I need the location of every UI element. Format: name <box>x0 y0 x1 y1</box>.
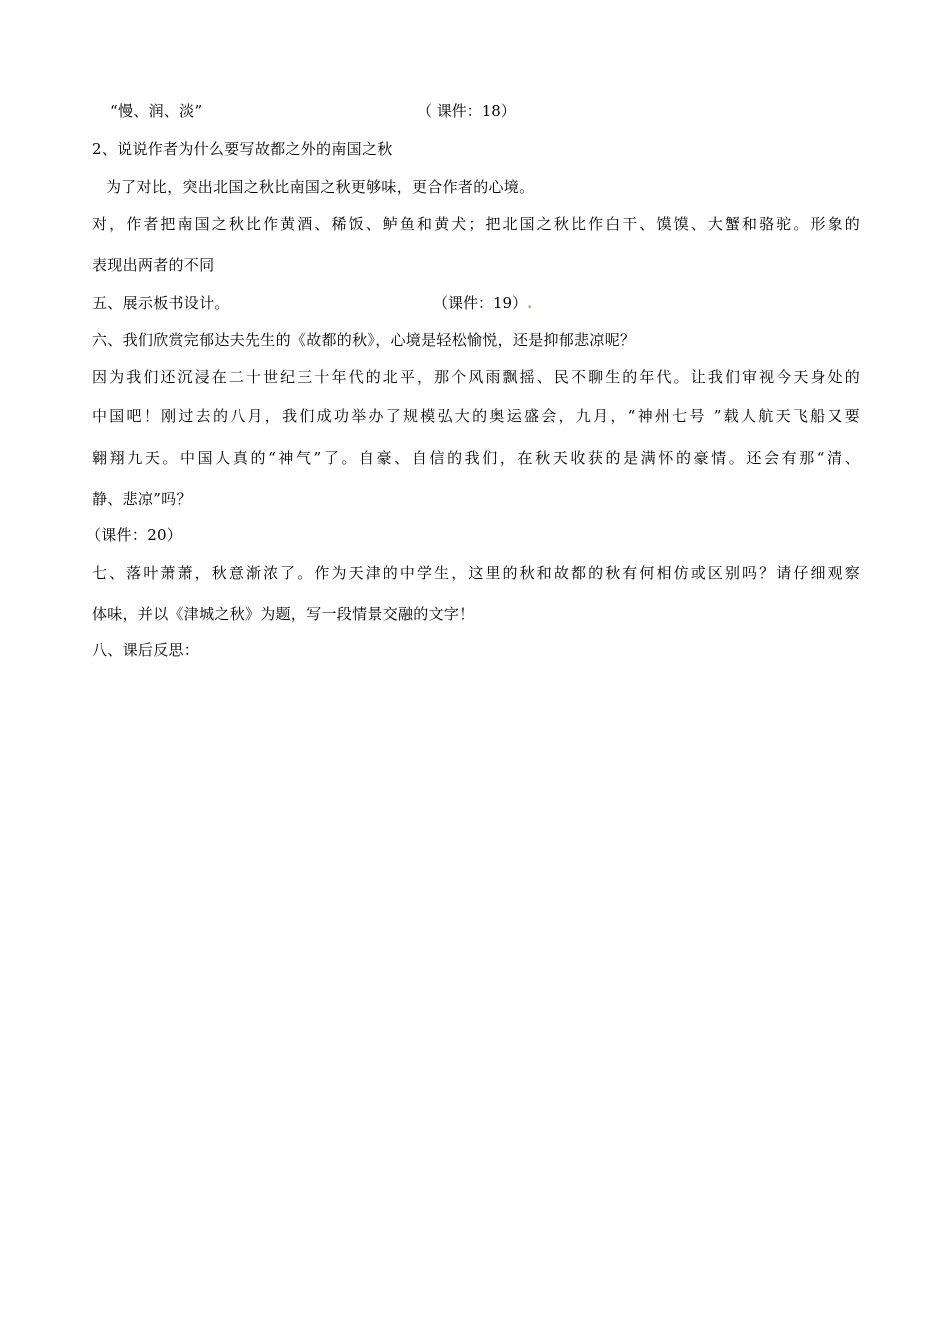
paragraph-china-line3: 翱翔九天。中国人真的“神气”了。自豪、自信的我们，在秋天收获的是满怀的豪情。还会有那“清、 <box>92 449 860 467</box>
question-2: 2、说说作者为什么要写故都之外的南国之秋 <box>92 140 393 158</box>
paragraph-china-line4: 静、悲凉”吗？ <box>92 490 192 508</box>
paragraph-china-line2: 中国吧！刚过去的八月，我们成功举办了规模弘大的奥运盛会，九月，“神州七号 ”载人航天飞船又要 <box>92 407 860 425</box>
courseware-ref-20: （课件：20） <box>86 526 183 544</box>
paragraph-china-line1: 因为我们还沉浸在二十世纪三十年代的北平，那个风雨飘摇、民不聊生的年代。让我们审视今天身处的 <box>92 368 860 386</box>
paragraph-comparison-line1: 对，作者把南国之秋比作黄酒、稀饭、鲈鱼和黄犬；把北国之秋比作白干、馍馍、大蟹和骆驼。形象的 <box>92 215 860 233</box>
green-dot: . <box>527 294 533 312</box>
paragraph-comparison-line2: 表现出两者的不同 <box>92 256 215 274</box>
courseware-ref-19 <box>433 293 532 313</box>
section-7-line1: 七、落叶萧萧，秋意渐浓了。作为天津的中学生，这里的秋和故都的秋有何相仿或区别吗？请仔细观察 <box>92 564 860 582</box>
section-7-line2: 体味，并以《津城之秋》为题，写一段情景交融的文字！ <box>92 605 475 623</box>
section-6-question: 六、我们欣赏完郁达夫先生的《故都的秋》，心境是轻松愉悦，还是抑郁悲凉呢？ <box>92 331 636 349</box>
quote-keywords: “慢、润、淡” <box>110 102 203 120</box>
section-8-reflection: 八、课后反思： <box>92 641 200 659</box>
courseware-ref-18: （ 课件：18） <box>417 102 516 120</box>
answer-contrast: 为了对比，突出北国之秋比南国之秋更够味，更合作者的心境。 <box>106 178 535 196</box>
courseware-ref-19-text: （课件：19） <box>433 294 528 312</box>
section-5-board-design: 五、展示板书设计。 <box>92 294 230 312</box>
